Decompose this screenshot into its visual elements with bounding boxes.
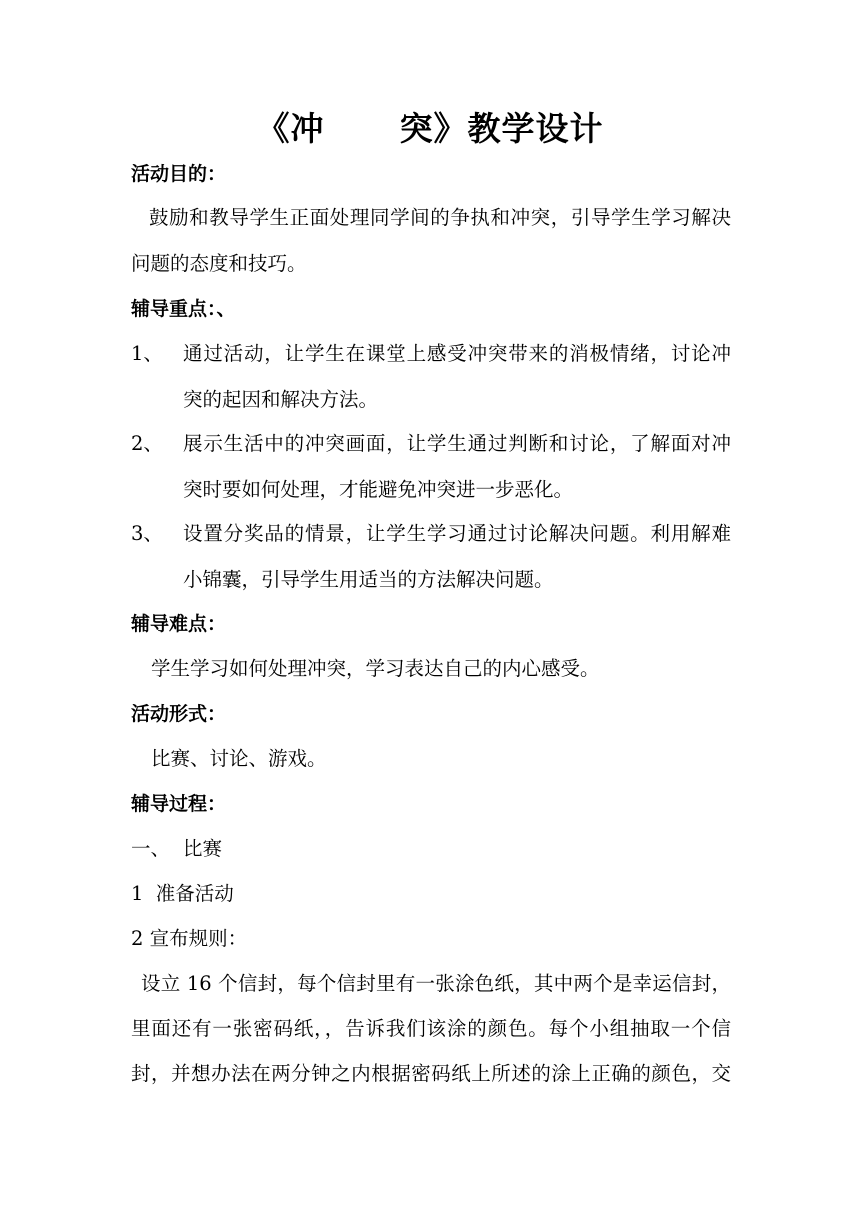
focus-heading: 辅导重点：、 [131, 298, 236, 320]
focus-item-2-number: 2、 [131, 432, 163, 455]
purpose-line-2: 问题的态度和技巧。 [131, 252, 307, 275]
focus-item-1-line-1: 通过活动，让学生在课堂上感受冲突带来的消极情绪，讨论冲 [183, 342, 731, 365]
process-step-number: 一、 [131, 837, 171, 860]
focus-item-1-line-2: 突的起因和解决方法。 [183, 388, 379, 411]
focus-item-3-number: 3、 [131, 522, 163, 545]
focus-item-2-line-2: 突时要如何处理，才能避免冲突进一步恶化。 [183, 478, 574, 501]
purpose-line-1: 鼓励和教导学生正面处理同学间的争执和冲突，引导学生学习解决 [149, 206, 731, 229]
process-line-3: 封，并想办法在两分钟之内根据密码纸上所述的涂上正确的颜色，交 [131, 1062, 731, 1085]
difficulty-heading: 辅导难点： [131, 613, 227, 635]
purpose-heading: 活动目的： [131, 163, 227, 185]
form-heading: 活动形式： [131, 703, 227, 725]
process-line-1: 设立 16 个信封，每个信封里有一张涂色纸，其中两个是幸运信封， [141, 972, 731, 995]
process-step-label: 比赛 [183, 837, 223, 860]
difficulty-text: 学生学习如何处理冲突，学习表达自己的内心感受。 [151, 657, 600, 680]
focus-item-3-line-1: 设置分奖品的情景，让学生学习通过讨论解决问题。利用解难 [183, 522, 731, 545]
focus-item-3-line-2: 小锦囊，引导学生用适当的方法解决问题。 [183, 568, 554, 591]
focus-item-2-line-1: 展示生活中的冲突画面，让学生通过判断和讨论，了解面对冲 [183, 432, 731, 455]
process-sub-2: 2 宣布规则： [131, 927, 248, 950]
process-line-2: 里面还有一张密码纸，，告诉我们该涂的颜色。每个小组抽取一个信 [131, 1017, 731, 1040]
focus-item-1-number: 1、 [131, 342, 163, 365]
form-text: 比赛、讨论、游戏。 [151, 747, 327, 770]
process-sub-1: 1 准备活动 [131, 882, 234, 905]
process-heading: 辅导过程： [131, 793, 227, 815]
document-title: 《冲 突》教学设计 [256, 109, 604, 148]
